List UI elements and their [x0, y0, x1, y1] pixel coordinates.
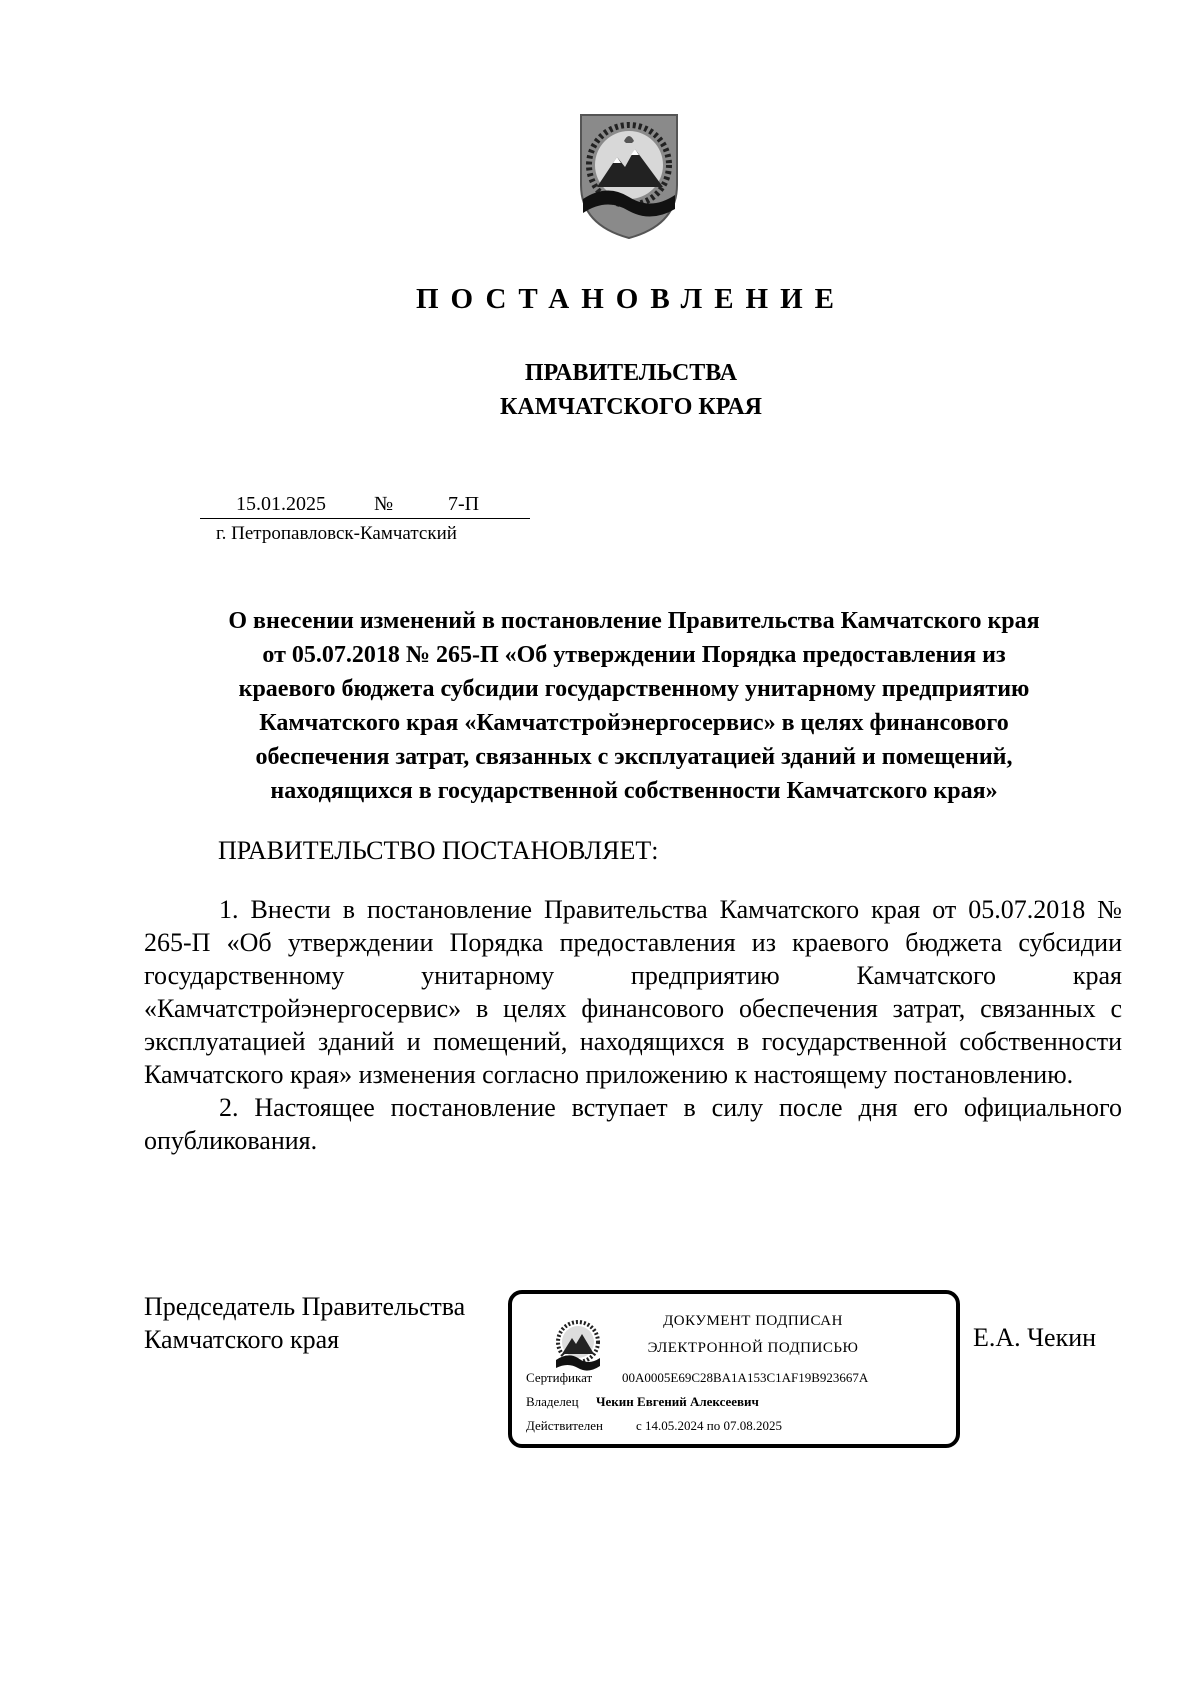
- owner-value: Чекин Евгений Алексеевич: [596, 1394, 759, 1409]
- stamp-title-line: ДОКУМЕНТ ПОДПИСАН: [663, 1313, 843, 1329]
- subject-line: Камчатского края «Камчатстройэнергосервис» в целях финансового: [259, 710, 1009, 736]
- stamp-certificate-row: [526, 1370, 868, 1386]
- coat-of-arms-icon: [577, 113, 681, 240]
- authority-name: [0, 356, 1200, 424]
- stamp-coat-of-arms-icon: [552, 1316, 604, 1376]
- signer-title: [144, 1290, 465, 1356]
- validity-label: Действителен: [526, 1418, 603, 1433]
- certificate-value: 00A0005E69C28BA1A153C1AF19B923667A: [622, 1370, 869, 1385]
- city: г. Петропавловск-Камчатский: [216, 523, 457, 544]
- authority-line: КАМЧАТСКОГО КРАЯ: [499, 394, 763, 420]
- document-number: 7-П: [448, 493, 480, 515]
- subject-line: находящихся в государственной собственности Камчатского края»: [270, 778, 998, 804]
- stamp-title-line: ЭЛЕКТРОННОЙ ПОДПИСЬЮ: [647, 1340, 859, 1356]
- document-body: [144, 893, 1122, 1157]
- signer-title-line: Камчатского края: [144, 1325, 340, 1354]
- paragraph: 1. Внести в постановление Правительства Камчатского края от 05.07.2018 № 265-П «Об утверждении Порядка предоставления из краевого бюджета субсидии государственному унитарному предприятию Камчатского края «Камчатстройэнергосервис» в целях финансового обеспечения затрат, связанных с эксплуатацией зданий и помещений, находящихся в государственной собственности Камчатского края» изменения согласно приложению к настоящему постановлению.: [144, 895, 1122, 1089]
- document-subject: [140, 604, 1128, 808]
- signer-title-line: Председатель Правительства: [144, 1292, 466, 1321]
- subject-line: краевого бюджета субсидии государственному унитарному предприятию: [238, 676, 1030, 702]
- subject-line: О внесении изменений в постановление Правительства Камчатского края: [228, 608, 1040, 634]
- subject-line: обеспечения затрат, связанных с эксплуатацией зданий и помещений,: [255, 744, 1013, 770]
- stamp-title: [622, 1308, 884, 1362]
- certificate-label: Сертификат: [526, 1370, 593, 1385]
- decree-heading: ПРАВИТЕЛЬСТВО ПОСТАНОВЛЯЕТ:: [218, 836, 659, 865]
- authority-line: ПРАВИТЕЛЬСТВА: [524, 360, 738, 386]
- stamp-owner-row: [526, 1394, 759, 1410]
- signer-name: Е.А. Чекин: [973, 1323, 1097, 1352]
- document-type: ПОСТАНОВЛЕНИЕ: [415, 283, 846, 315]
- number-sign: №: [374, 493, 394, 515]
- stamp-validity-row: [526, 1418, 782, 1434]
- subject-line: от 05.07.2018 № 265-П «Об утверждении Порядка предоставления из: [262, 642, 1006, 668]
- date-number-line: [200, 490, 530, 519]
- validity-value: с 14.05.2024 по 07.08.2025: [636, 1418, 782, 1433]
- paragraph: 2. Настоящее постановление вступает в силу после дня его официального опубликования.: [144, 1093, 1122, 1155]
- electronic-signature-stamp: [508, 1290, 960, 1448]
- owner-label: Владелец: [526, 1394, 579, 1409]
- document-date: 15.01.2025: [236, 493, 326, 515]
